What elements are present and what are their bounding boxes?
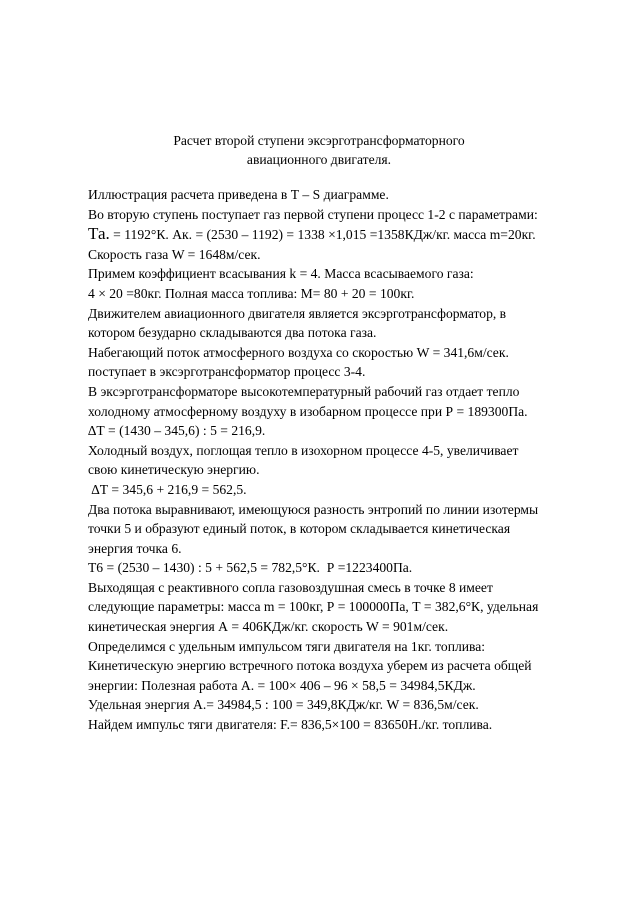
- temperature-symbol: Та.: [88, 224, 110, 244]
- text-line: поступает в эксэрготрансформатор процесс 3-4.: [88, 364, 366, 380]
- text-line: котором безударно складываются два потока газа.: [88, 325, 377, 341]
- text-line: энергии: Полезная работа А. = 100× 406 – 96 × 58,5 = 34984,5КДж.: [88, 677, 476, 693]
- text-line: Два потока выравнивают, имеющуюся разность энтропий по линии изотермы: [88, 501, 539, 517]
- text-line: Холодный воздух, поглощая тепло в изохорном процессе 4-5, увеличивает: [88, 442, 519, 458]
- text-line: Удельная энергия А.= 34984,5 : 100 = 349,8КДж/кг. W = 836,5м/сек.: [88, 697, 479, 713]
- text-line: Иллюстрация расчета приведена в Т – S диаграмме.: [88, 187, 389, 202]
- title-line-1: Расчет второй ступени эксэрготрансформаторного: [173, 133, 465, 148]
- document-body: [88, 185, 628, 735]
- text-line: ∆Т = 345,6 + 216,9 = 562,5.: [88, 481, 247, 497]
- text-line: холодному атмосферному воздуху в изобарном процессе при Р = 189300Па.: [88, 403, 528, 419]
- title-line-2: авиационного двигателя.: [246, 152, 392, 167]
- text-line: Кинетическую энергию встречного потока воздуха уберем из расчета общей: [88, 658, 532, 674]
- text-line: кинетическая энергия А = 406КДж/кг. скорость W = 901м/сек.: [88, 619, 449, 635]
- text-line: [88, 224, 628, 245]
- text-line: Движителем авиационного двигателя является эксэрготрансформатор, в: [88, 305, 507, 321]
- text-line: Скорость газа W = 1648м/сек.: [88, 246, 261, 262]
- text-line: Определимся с удельным импульсом тяги двигателя на 1кг. топлива:: [88, 638, 486, 654]
- text-line: следующие параметры: масса m = 100кг, Р = 100000Па, Т = 382,6°К, удельная: [88, 599, 539, 615]
- text-line: Набегающий поток атмосферного воздуха со скоростью W = 341,6м/сек.: [88, 344, 509, 360]
- text-line: В эксэрготрансформаторе высокотемпературный рабочий газ отдает тепло: [88, 383, 520, 399]
- text-line: 4 × 20 =80кг. Полная масса топлива: М= 80 + 20 = 100кг.: [88, 285, 415, 301]
- page-title: [0, 131, 638, 169]
- text-line: энергия точка 6.: [88, 540, 182, 556]
- text-line: свою кинетическую энергию.: [88, 462, 260, 478]
- text-line-rest: = 1192°К. Ак. = (2530 – 1192) = 1338 ×1,015 =1358КДж/кг. масса m=20кг.: [113, 227, 536, 243]
- text-line: Т6 = (2530 – 1430) : 5 + 562,5 = 782,5°К. Р =1223400Па.: [88, 560, 413, 576]
- text-line: Выходящая с реактивного сопла газовоздушная смесь в точке 8 имеет: [88, 579, 493, 595]
- text-line: точки 5 и образуют единый поток, в котором складывается кинетическая: [88, 521, 511, 537]
- text-line: Примем коэффициент всасывания k = 4. Масса всасываемого газа:: [88, 266, 474, 282]
- text-line: Найдем импульс тяги двигателя: F.= 836,5×100 = 83650Н./кг. топлива.: [88, 717, 493, 733]
- text-line: ∆Т = (1430 – 345,6) : 5 = 216,9.: [88, 423, 266, 439]
- text-line: Во вторую ступень поступает газ первой ступени процесс 1-2 с параметрами:: [88, 206, 538, 222]
